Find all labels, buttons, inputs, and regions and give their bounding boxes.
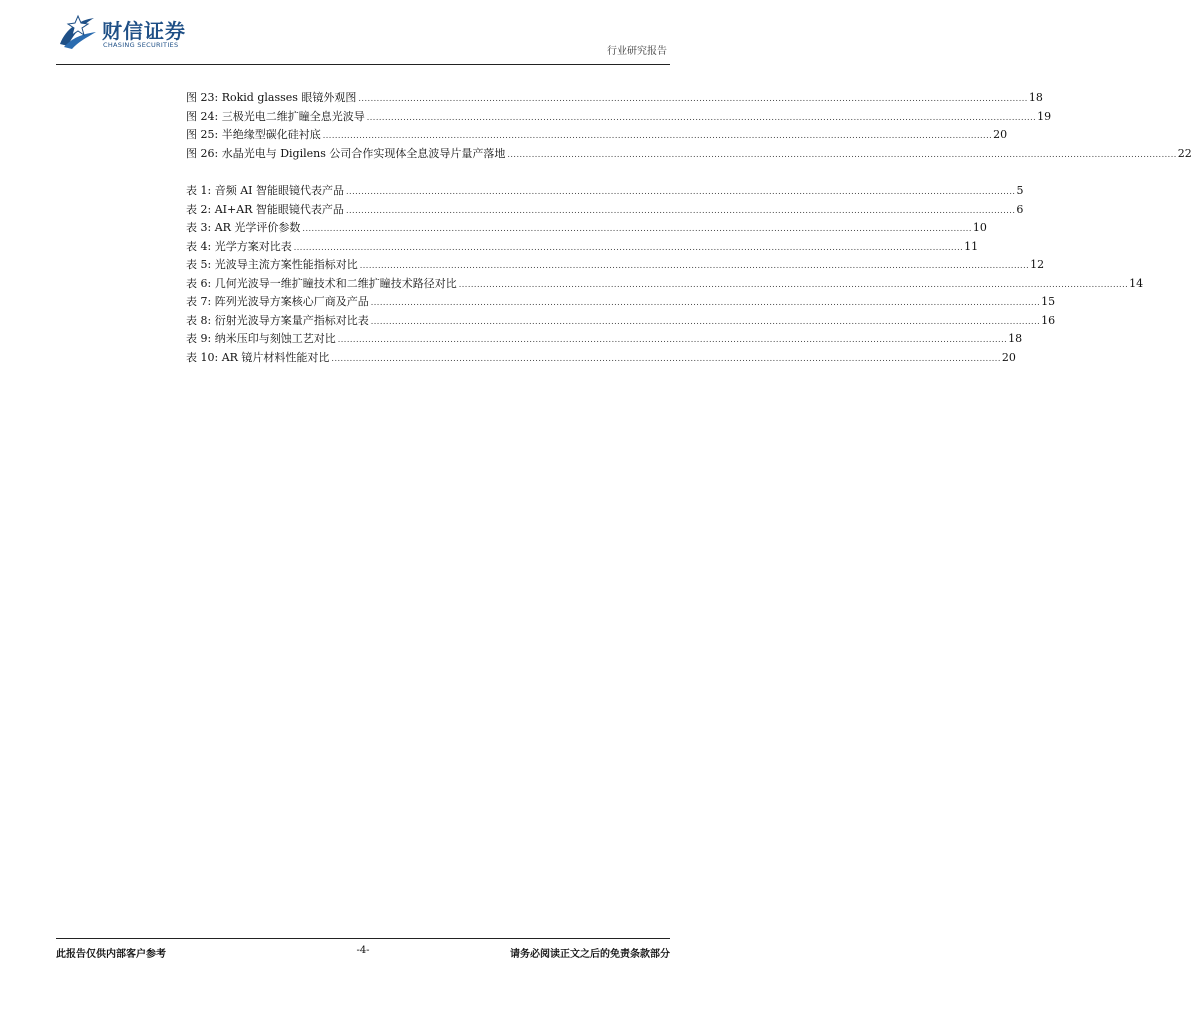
company-logo — [56, 14, 196, 54]
toc-entry-label: 表 4: 光学方案对比表 — [186, 239, 292, 253]
toc-leader: ............................................................................................................................................................................................................................ — [293, 242, 964, 252]
toc-entry-page: 14 — [1129, 276, 1144, 290]
footer-disclaimer-left: 此报告仅供内部客户参考 — [56, 949, 166, 960]
toc-leader: ............................................................................................................................................................................................................................ — [345, 205, 1016, 215]
page-number: -4- — [356, 945, 370, 956]
toc-entry[interactable] — [186, 126, 1008, 145]
toc-entry-label: 表 1: 音频 AI 智能眼镜代表产品 — [186, 184, 344, 197]
toc-entry-label: 表 3: AR 光学评价参数 — [186, 221, 301, 234]
toc-entry[interactable] — [186, 275, 1144, 294]
toc-leader: ............................................................................................................................................................................................................................ — [345, 187, 1016, 196]
toc-leader: ............................................................................................................................................................................................................................ — [358, 94, 1028, 103]
toc-leader: ............................................................................................................................................................................................................................ — [370, 316, 1041, 326]
toc-entry[interactable] — [186, 219, 987, 238]
toc-entry-page: 6 — [1016, 202, 1024, 216]
toc-entry-label: 图 25: 半绝缘型碳化硅衬底 — [186, 128, 321, 141]
page-header — [0, 0, 724, 70]
toc-entry[interactable] — [186, 256, 1045, 275]
toc-entry-page: 15 — [1041, 295, 1056, 308]
toc-entry[interactable] — [186, 182, 1024, 201]
header-divider — [56, 64, 670, 65]
toc-entry-page: 11 — [964, 239, 979, 253]
footer-disclaimer-right: 请务必阅读正文之后的免责条款部分 — [510, 949, 670, 960]
toc-entry-label: 表 8: 衍射光波导方案量产指标对比表 — [186, 313, 369, 327]
toc-entry-page: 20 — [1001, 350, 1016, 364]
toc-entry-label: 表 2: AI+AR 智能眼镜代表产品 — [186, 202, 344, 216]
toc-leader: ............................................................................................................................................................................................................................ — [322, 131, 993, 140]
toc-leader: ............................................................................................................................................................................................................................ — [458, 279, 1129, 289]
toc-entry-label: 表 7: 阵列光波导方案核心厂商及产品 — [186, 295, 369, 308]
toc-leader: ............................................................................................................................................................................................................................ — [366, 112, 1037, 122]
toc-leader: ............................................................................................................................................................................................................................ — [337, 335, 1008, 344]
toc-entry-page: 5 — [1016, 184, 1024, 197]
toc-entry[interactable] — [186, 293, 1056, 312]
report-type: 行业研究报告 — [607, 46, 667, 57]
logo-english-name: CHASING SECURITIES — [103, 41, 179, 49]
toc-entry[interactable] — [186, 89, 1043, 108]
logo-chinese-name: 财信证券 — [102, 19, 186, 43]
chasing-securities-logo-icon — [56, 14, 98, 50]
toc-entry-label: 表 5: 光波导主流方案性能指标对比 — [186, 258, 358, 271]
toc-entry-page: 10 — [972, 221, 987, 234]
toc-leader: ............................................................................................................................................................................................................................ — [359, 261, 1030, 270]
toc-leader: ............................................................................................................................................................................................................................ — [507, 149, 1177, 159]
toc-entry[interactable] — [186, 201, 1024, 220]
toc-leader: ............................................................................................................................................................................................................................ — [302, 224, 972, 233]
figure-index — [186, 89, 1192, 163]
table-index — [186, 182, 1144, 367]
toc-entry-page: 18 — [1008, 332, 1023, 345]
toc-entry-page: 22 — [1177, 146, 1192, 160]
toc-entry[interactable] — [186, 145, 1192, 164]
toc-entry-page: 18 — [1028, 91, 1043, 104]
toc-entry[interactable] — [186, 330, 1023, 349]
toc-entry-page: 20 — [993, 128, 1008, 141]
footer-divider — [56, 938, 670, 939]
toc-entry[interactable] — [186, 349, 1016, 368]
toc-leader: ............................................................................................................................................................................................................................ — [331, 353, 1001, 363]
toc-entry[interactable] — [186, 108, 1052, 127]
toc-leader: ............................................................................................................................................................................................................................ — [370, 298, 1041, 307]
toc-entry-label: 图 23: Rokid glasses 眼镜外观图 — [186, 91, 357, 104]
toc-entry-page: 16 — [1041, 313, 1056, 327]
toc-entry-label: 表 6: 几何光波导一维扩瞳技术和二维扩瞳技术路径对比 — [186, 276, 457, 290]
toc-entry-page: 19 — [1037, 109, 1052, 123]
toc-entry-label: 图 26: 水晶光电与 Digilens 公司合作实现体全息波导片量产落地 — [186, 146, 506, 160]
page-footer — [56, 945, 670, 961]
toc-entry-label: 表 9: 纳米压印与刻蚀工艺对比 — [186, 332, 336, 345]
toc-entry-label: 图 24: 三极光电二维扩瞳全息光波导 — [186, 109, 365, 123]
toc-entry[interactable] — [186, 312, 1056, 331]
toc-entry-label: 表 10: AR 镜片材料性能对比 — [186, 350, 330, 364]
toc-entry-page: 12 — [1030, 258, 1045, 271]
toc-entry[interactable] — [186, 238, 979, 257]
